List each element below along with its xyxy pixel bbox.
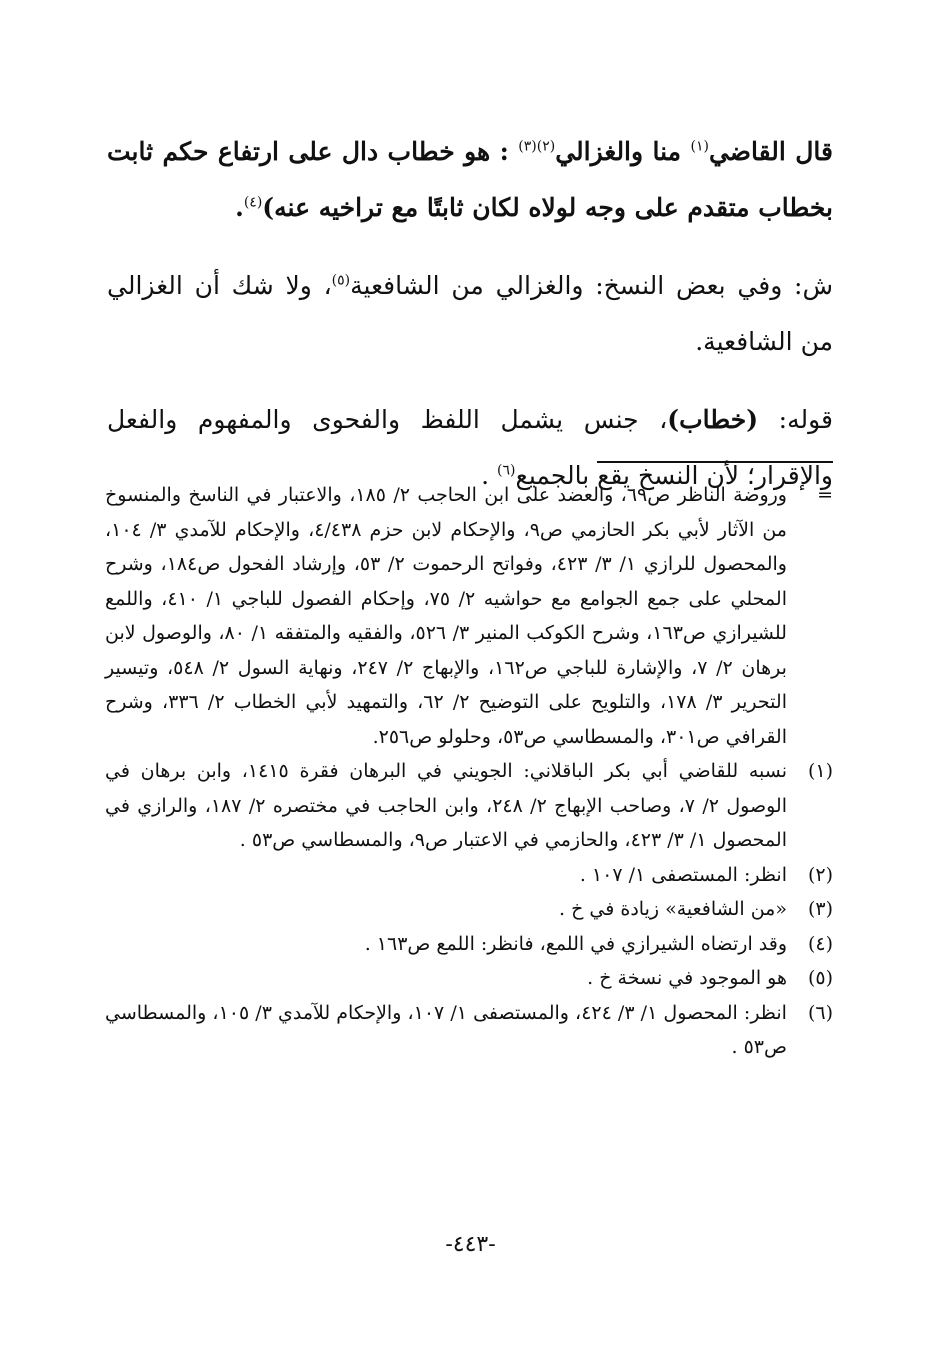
footnote-text: انظر: المحصول ١/ ٣/ ٤٢٤، والمستصفى ١/ ١٠٧، والإحكام للآمدي ٣/ ١٠٥، والمسطاسي ص٥٣ . (105, 1001, 787, 1058)
footnote-1 (105, 754, 833, 858)
footnote-text: انظر: المستصفى ١/ ١٠٧ . (579, 863, 787, 886)
main-text (107, 124, 833, 504)
footnote-marker: = (817, 484, 833, 506)
footnote-ref-6[interactable]: (٦) (497, 462, 516, 479)
explanation-keyword: (خطاب) (667, 405, 759, 434)
footnote-marker: (٥) (807, 967, 833, 989)
page-number: -٤٤٣- (445, 1232, 496, 1257)
footnote-text: وروضة الناظر ص٦٩، والعضد على ابن الحاجب ٢/ ١٨٥، والاعتبار في الناسخ والمنسوخ من الآثار لأبي بكر الحازمي ص٩، والإحكام لابن حزم ٤/٤٣٨، والإحكام للآمدي ٣/ ١٠٤، والمحصول للرازي ١/ ٣/ ٤٢٣، وفواتح الرحموت ٢/ ٥٣، وإرشاد الفحول ص١٨٤، وشرح المحلي على جمع الجوامع مع حواشيه ٢/ ٧٥، وإحكام الفصول للباجي ١/ ٤١٠، واللمع للشيرازي ص١٦٣، وشرح الكوكب المنير ٣/ ٥٢٦، والفقيه والمتفقه ١/ ٨٠، والوصول لابن برهان ٢/ ٧، والإشارة للباجي ص١٦٢، والإبهاج ٢/ ٢٤٧، ونهاية السول ٢/ ٥٤٨، وتيسير التحرير ٣/ ١٧٨، والتلويح على التوضيح ٢/ ٦٢، والتمهيد لأبي الخطاب ٢/ ٣٣٦، وشرح القرافي ص٣٠١، والمسطاسي ص٥٣، وحلولو ص٢٥٦. (105, 484, 787, 748)
footnote-continuation (105, 478, 833, 754)
footnote-marker: (٤) (807, 932, 833, 955)
commentary-text-2: ، ولا شك أن الغزالي من الشافعية. (107, 271, 833, 356)
commentary-text-1: ش: وفي بعض النسخ: والغزالي من الشافعية (350, 271, 833, 300)
explanation-lead: قوله: (758, 405, 833, 434)
footnote-ref-2[interactable]: (٢) (536, 138, 556, 155)
footnote-4 (105, 927, 833, 962)
footnote-ref-5[interactable]: (٥) (331, 272, 351, 289)
footnote-text: هو الموجود في نسخة خ . (587, 967, 787, 989)
footnote-2 (105, 858, 833, 893)
footnote-marker: (٦) (807, 1001, 833, 1024)
footnote-marker: (١) (807, 760, 833, 782)
footnote-ref-1[interactable]: (١) (690, 138, 709, 155)
definition-text-1: قال القاضي (708, 137, 834, 166)
definition-text-2: منا والغزالي (555, 137, 691, 166)
footnote-text: نسبه للقاضي أبي بكر الباقلاني: الجويني في البرهان فقرة ١٤١٥، وابن برهان في الوصول ٢/ ٧، وصاحب الإبهاج ٢/ ٢٤٨، وابن الحاجب في مختصره ٢/ ١٨٧، والرازي في المحصول ١/ ٣/ ٤٢٣، والحازمي في الاعتبار ص٩، والمسطاسي ص٥٣ . (105, 760, 787, 851)
commentary-paragraph (107, 258, 833, 370)
footnote-marker: (٣) (807, 898, 833, 920)
footnote-5 (105, 961, 833, 996)
footnote-marker: (٢) (807, 863, 833, 886)
footnote-ref-3[interactable]: (٣) (518, 138, 537, 155)
explanation-end: . (481, 461, 498, 490)
footnote-text: وقد ارتضاه الشيرازي في اللمع، فانظر: اللمع ص١٦٣ . (364, 932, 787, 955)
footnote-ref-4[interactable]: (٤) (243, 194, 263, 211)
footnote-3 (105, 892, 833, 927)
footnote-text: «من الشافعية» زيادة في خ . (559, 898, 787, 920)
footnote-6 (105, 996, 833, 1065)
definition-paragraph (107, 124, 833, 236)
definition-text-3: : هو خطاب دال على ارتفاع حكم ثابت بخطاب متقدم على وجه لولاه لكان ثابتًا مع تراخيه عنه) (107, 137, 833, 222)
explanation-text: ، جنس يشمل اللفظ والفحوى والمفهوم والفعل والإقرار؛ لأن النسخ يقع بالجميع (107, 405, 833, 490)
definition-end: . (235, 193, 244, 222)
footnotes (105, 478, 833, 1065)
footnote-separator (597, 461, 833, 463)
